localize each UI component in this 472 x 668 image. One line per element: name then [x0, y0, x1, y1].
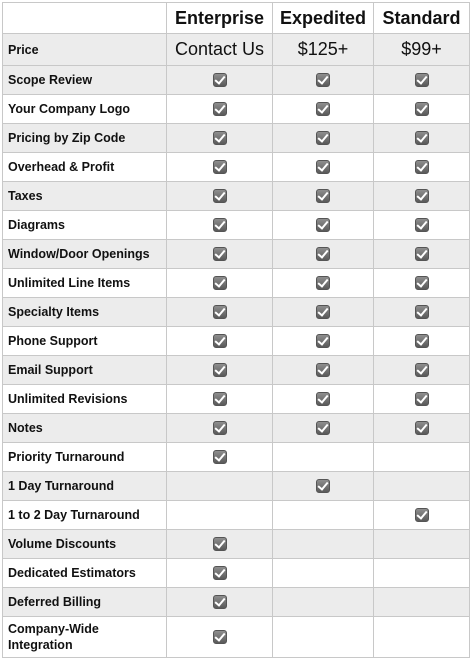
checkbox-checked-icon	[213, 392, 227, 406]
checkbox-checked-icon	[316, 392, 330, 406]
feature-label: Phone Support	[3, 327, 167, 356]
feature-cell-expedited	[273, 95, 374, 124]
checkbox-checked-icon	[316, 479, 330, 493]
checkbox-checked-icon	[316, 276, 330, 290]
feature-row	[3, 66, 470, 95]
checkbox-checked-icon	[415, 102, 429, 116]
feature-label: Specialty Items	[3, 298, 167, 327]
plan-comparison-table	[2, 2, 470, 658]
checkbox-checked-icon	[213, 218, 227, 232]
feature-cell-expedited	[273, 385, 374, 414]
feature-cell-enterprise	[167, 385, 273, 414]
checkbox-checked-icon	[316, 131, 330, 145]
feature-row	[3, 414, 470, 443]
checkbox-checked-icon	[316, 189, 330, 203]
price-standard: $99+	[374, 34, 470, 66]
feature-cell-expedited	[273, 414, 374, 443]
feature-cell-expedited	[273, 66, 374, 95]
feature-cell-standard	[374, 153, 470, 182]
checkbox-checked-icon	[213, 450, 227, 464]
feature-cell-expedited	[273, 327, 374, 356]
feature-row	[3, 240, 470, 269]
feature-row	[3, 559, 470, 588]
feature-cell-enterprise	[167, 414, 273, 443]
feature-cell-expedited	[273, 588, 374, 617]
checkbox-checked-icon	[316, 160, 330, 174]
feature-cell-enterprise	[167, 617, 273, 658]
checkbox-checked-icon	[415, 392, 429, 406]
checkbox-checked-icon	[213, 334, 227, 348]
checkbox-checked-icon	[213, 595, 227, 609]
checkbox-checked-icon	[213, 73, 227, 87]
feature-label: Taxes	[3, 182, 167, 211]
feature-cell-expedited	[273, 356, 374, 385]
feature-cell-enterprise	[167, 443, 273, 472]
feature-cell-standard	[374, 356, 470, 385]
checkbox-checked-icon	[415, 73, 429, 87]
checkbox-checked-icon	[415, 334, 429, 348]
feature-cell-enterprise	[167, 240, 273, 269]
feature-row	[3, 443, 470, 472]
price-expedited: $125+	[273, 34, 374, 66]
feature-cell-standard	[374, 211, 470, 240]
checkbox-checked-icon	[415, 508, 429, 522]
feature-label: Your Company Logo	[3, 95, 167, 124]
feature-cell-expedited	[273, 124, 374, 153]
checkbox-checked-icon	[415, 160, 429, 174]
feature-row	[3, 385, 470, 414]
feature-cell-enterprise	[167, 95, 273, 124]
price-enterprise: Contact Us	[167, 34, 273, 66]
feature-cell-expedited	[273, 269, 374, 298]
column-header-standard: Standard	[374, 3, 470, 34]
feature-row	[3, 211, 470, 240]
feature-label: Priority Turnaround	[3, 443, 167, 472]
feature-row	[3, 298, 470, 327]
checkbox-checked-icon	[316, 363, 330, 377]
column-header-expedited: Expedited	[273, 3, 374, 34]
feature-label: 1 Day Turnaround	[3, 472, 167, 501]
feature-cell-expedited	[273, 153, 374, 182]
feature-label: Window/Door Openings	[3, 240, 167, 269]
checkbox-checked-icon	[213, 421, 227, 435]
feature-cell-standard	[374, 298, 470, 327]
feature-label: Pricing by Zip Code	[3, 124, 167, 153]
feature-row	[3, 530, 470, 559]
feature-label: 1 to 2 Day Turnaround	[3, 501, 167, 530]
feature-label: Scope Review	[3, 66, 167, 95]
feature-cell-standard	[374, 559, 470, 588]
feature-cell-enterprise	[167, 298, 273, 327]
checkbox-checked-icon	[415, 305, 429, 319]
feature-row	[3, 472, 470, 501]
feature-label: Unlimited Revisions	[3, 385, 167, 414]
checkbox-checked-icon	[316, 73, 330, 87]
feature-cell-enterprise	[167, 211, 273, 240]
checkbox-checked-icon	[213, 102, 227, 116]
feature-cell-standard	[374, 530, 470, 559]
checkbox-checked-icon	[213, 160, 227, 174]
checkbox-checked-icon	[213, 247, 227, 261]
feature-cell-expedited	[273, 501, 374, 530]
feature-row	[3, 617, 470, 658]
feature-label: Deferred Billing	[3, 588, 167, 617]
checkbox-checked-icon	[316, 421, 330, 435]
checkbox-checked-icon	[213, 537, 227, 551]
feature-row	[3, 356, 470, 385]
checkbox-checked-icon	[213, 276, 227, 290]
feature-label: Unlimited Line Items	[3, 269, 167, 298]
feature-cell-standard	[374, 443, 470, 472]
column-header-enterprise: Enterprise	[167, 3, 273, 34]
feature-row	[3, 95, 470, 124]
feature-cell-standard	[374, 240, 470, 269]
checkbox-checked-icon	[316, 218, 330, 232]
checkbox-checked-icon	[415, 247, 429, 261]
feature-cell-standard	[374, 588, 470, 617]
feature-cell-standard	[374, 124, 470, 153]
header-row	[3, 3, 470, 34]
feature-cell-enterprise	[167, 472, 273, 501]
header-corner-cell	[3, 3, 167, 34]
feature-cell-enterprise	[167, 559, 273, 588]
feature-cell-standard	[374, 269, 470, 298]
checkbox-checked-icon	[415, 131, 429, 145]
feature-cell-enterprise	[167, 182, 273, 211]
feature-cell-standard	[374, 501, 470, 530]
checkbox-checked-icon	[415, 363, 429, 377]
checkbox-checked-icon	[213, 305, 227, 319]
price-row	[3, 34, 470, 66]
feature-cell-enterprise	[167, 124, 273, 153]
feature-row	[3, 327, 470, 356]
feature-cell-expedited	[273, 530, 374, 559]
feature-label: Overhead & Profit	[3, 153, 167, 182]
feature-label: Volume Discounts	[3, 530, 167, 559]
feature-label: Diagrams	[3, 211, 167, 240]
feature-cell-expedited	[273, 617, 374, 658]
feature-cell-enterprise	[167, 269, 273, 298]
feature-row	[3, 588, 470, 617]
feature-cell-enterprise	[167, 588, 273, 617]
checkbox-checked-icon	[213, 189, 227, 203]
checkbox-checked-icon	[213, 363, 227, 377]
checkbox-checked-icon	[213, 131, 227, 145]
feature-cell-standard	[374, 385, 470, 414]
feature-row	[3, 182, 470, 211]
feature-cell-standard	[374, 95, 470, 124]
feature-label: Dedicated Estimators	[3, 559, 167, 588]
checkbox-checked-icon	[415, 421, 429, 435]
feature-row	[3, 153, 470, 182]
feature-cell-standard	[374, 414, 470, 443]
checkbox-checked-icon	[316, 334, 330, 348]
feature-cell-enterprise	[167, 327, 273, 356]
feature-cell-expedited	[273, 211, 374, 240]
feature-cell-enterprise	[167, 530, 273, 559]
feature-cell-expedited	[273, 443, 374, 472]
feature-cell-standard	[374, 66, 470, 95]
feature-cell-standard	[374, 182, 470, 211]
checkbox-checked-icon	[316, 305, 330, 319]
feature-label: Email Support	[3, 356, 167, 385]
checkbox-checked-icon	[415, 218, 429, 232]
feature-cell-expedited	[273, 472, 374, 501]
feature-row	[3, 501, 470, 530]
checkbox-checked-icon	[213, 630, 227, 644]
feature-cell-enterprise	[167, 66, 273, 95]
feature-label: Notes	[3, 414, 167, 443]
checkbox-checked-icon	[415, 189, 429, 203]
feature-cell-standard	[374, 472, 470, 501]
feature-cell-standard	[374, 327, 470, 356]
checkbox-checked-icon	[316, 102, 330, 116]
feature-row	[3, 269, 470, 298]
feature-cell-expedited	[273, 240, 374, 269]
feature-cell-standard	[374, 617, 470, 658]
feature-cell-expedited	[273, 559, 374, 588]
feature-cell-enterprise	[167, 501, 273, 530]
feature-label: Company-Wide Integration	[3, 617, 167, 658]
feature-row	[3, 124, 470, 153]
feature-cell-enterprise	[167, 356, 273, 385]
feature-cell-enterprise	[167, 153, 273, 182]
price-label: Price	[3, 34, 167, 66]
feature-cell-expedited	[273, 298, 374, 327]
checkbox-checked-icon	[415, 276, 429, 290]
checkbox-checked-icon	[213, 566, 227, 580]
feature-cell-expedited	[273, 182, 374, 211]
checkbox-checked-icon	[316, 247, 330, 261]
